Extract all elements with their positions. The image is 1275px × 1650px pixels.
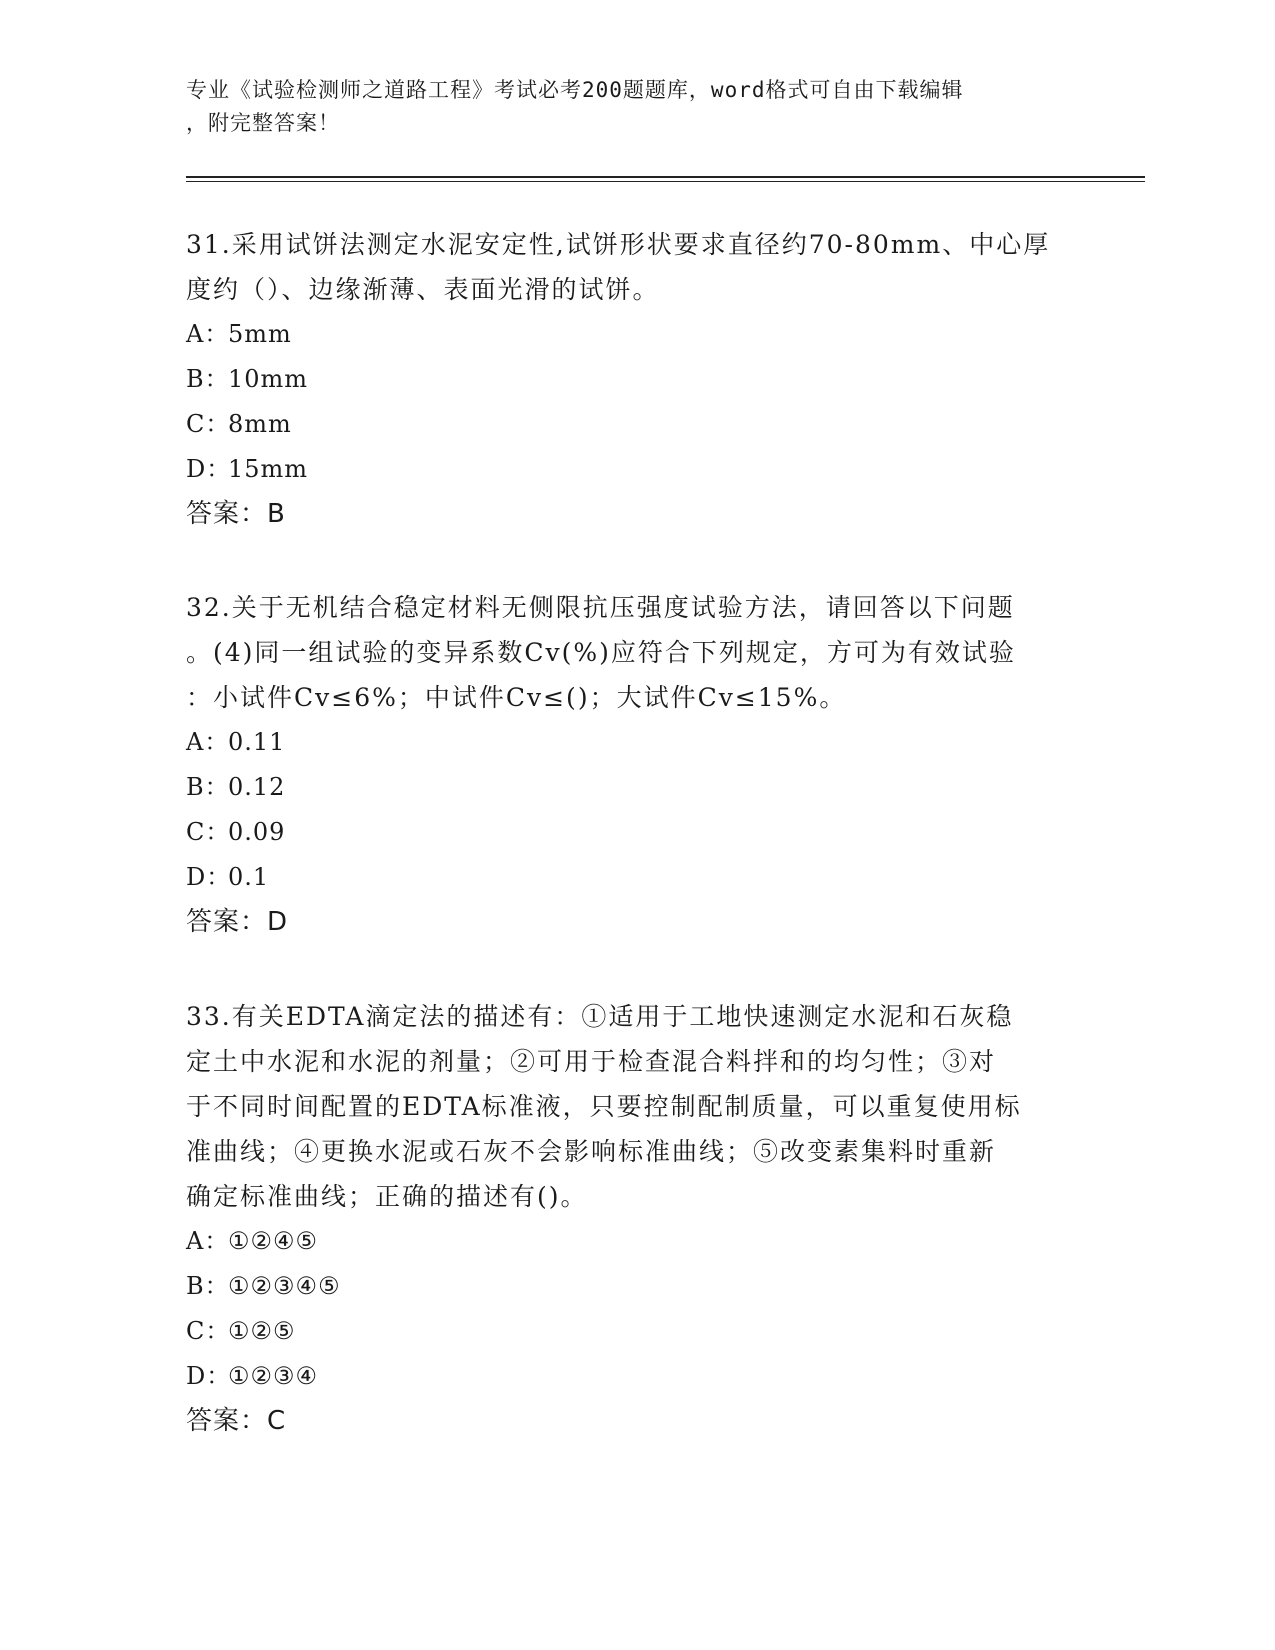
option-key: C： xyxy=(186,818,231,846)
option-d xyxy=(186,855,1086,900)
header-divider-thin xyxy=(186,181,1145,182)
option-key: C： xyxy=(186,410,231,438)
option-a xyxy=(186,312,1086,357)
option-key: A： xyxy=(186,1227,230,1255)
stem-line: 。(4)同一组试验的变异系数Cv(%)应符合下列规定，方可为有效试验 xyxy=(186,638,1016,667)
option-a xyxy=(186,720,1086,765)
question-33 xyxy=(186,994,1086,1444)
option-text: ①②③④⑤ xyxy=(228,1272,341,1300)
question-32 xyxy=(186,585,1086,945)
stem-line: 33.有关EDTA滴定法的描述有：①适用于工地快速测定水泥和石灰稳 xyxy=(186,1002,1014,1031)
option-c xyxy=(186,1309,1086,1354)
answer-line: 答案：D xyxy=(186,907,289,937)
question-31 xyxy=(186,222,1086,537)
option-key: B： xyxy=(186,1272,230,1300)
option-key: D： xyxy=(186,455,232,483)
stem-line: 确定标准曲线；正确的描述有()。 xyxy=(186,1182,588,1211)
option-c xyxy=(186,810,1086,855)
header-line-2: ，附完整答案！ xyxy=(186,111,340,135)
option-key: B： xyxy=(186,365,230,393)
option-text: 15mm xyxy=(228,455,309,483)
option-key: B： xyxy=(186,773,230,801)
header-line-1: 专业《试验检测师之道路工程》考试必考200题题库，word格式可自由下载编辑 xyxy=(186,78,964,102)
option-b xyxy=(186,765,1086,810)
option-text: 0.09 xyxy=(228,818,286,846)
option-text: 0.12 xyxy=(228,773,286,801)
question-stem xyxy=(186,994,1086,1219)
option-text: 8mm xyxy=(228,410,292,438)
option-key: A： xyxy=(186,320,230,348)
stem-line: 定土中水泥和水泥的剂量；②可用于检查混合料拌和的均匀性；③对 xyxy=(186,1047,997,1076)
option-key: D： xyxy=(186,1362,232,1390)
option-d xyxy=(186,1354,1086,1399)
option-text: 0.1 xyxy=(228,863,270,891)
question-stem xyxy=(186,585,1086,720)
option-b xyxy=(186,1264,1086,1309)
stem-line: 31.采用试饼法测定水泥安定性,试饼形状要求直径约70-80mm、中心厚 xyxy=(186,230,1051,259)
option-text: ①②③④ xyxy=(228,1362,319,1390)
stem-line: ：小试件Cv≤6%；中试件Cv≤()；大试件Cv≤15%。 xyxy=(186,683,847,712)
stem-line: 准曲线；④更换水泥或石灰不会影响标准曲线；⑤改变素集料时重新 xyxy=(186,1137,997,1166)
question-stem xyxy=(186,222,1086,312)
answer-line: 答案：B xyxy=(186,499,286,529)
option-key: A： xyxy=(186,728,230,756)
option-c xyxy=(186,402,1086,447)
option-text: ①②⑤ xyxy=(228,1317,296,1345)
document-header xyxy=(186,74,1066,140)
option-d xyxy=(186,447,1086,492)
stem-line: 度约（）、边缘渐薄、表面光滑的试饼。 xyxy=(186,275,660,304)
header-divider-thick xyxy=(186,176,1145,178)
option-b xyxy=(186,357,1086,402)
answer-line: 答案：C xyxy=(186,1406,287,1436)
option-key: D： xyxy=(186,863,232,891)
option-a xyxy=(186,1219,1086,1264)
stem-line: 于不同时间配置的EDTA标准液，只要控制配制质量，可以重复使用标 xyxy=(186,1092,1022,1121)
option-text: ①②④⑤ xyxy=(228,1227,319,1255)
stem-line: 32.关于无机结合稳定材料无侧限抗压强度试验方法，请回答以下问题 xyxy=(186,593,1015,622)
option-text: 5mm xyxy=(228,320,292,348)
option-text: 10mm xyxy=(228,365,309,393)
option-text: 0.11 xyxy=(228,728,286,756)
option-key: C： xyxy=(186,1317,231,1345)
